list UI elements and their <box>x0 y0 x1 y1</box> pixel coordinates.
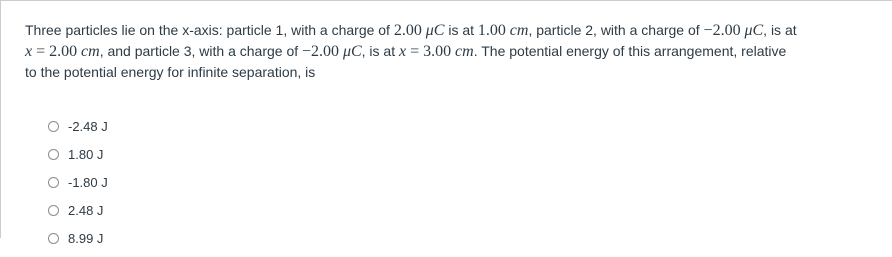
charge-1-value: 2.00 <box>393 22 422 39</box>
answer-option[interactable] <box>48 201 108 220</box>
answer-options <box>48 117 108 257</box>
radio-button[interactable] <box>48 205 59 216</box>
question-line-2 <box>25 41 887 62</box>
equals-sign: = <box>406 43 424 60</box>
position-3-value: 3.00 <box>423 43 452 60</box>
answer-option[interactable] <box>48 229 108 248</box>
position-2-unit: cm <box>81 43 100 60</box>
question-text-segment: , is at <box>361 43 400 59</box>
question-line-1 <box>25 20 887 41</box>
radio-button[interactable] <box>48 177 59 188</box>
answer-label[interactable]: -2.48 J <box>68 119 108 134</box>
position-1-unit: cm <box>509 22 529 39</box>
question-text-segment: , and particle 3, with a charge of <box>99 43 303 59</box>
radio-button[interactable] <box>48 149 59 160</box>
charge-2-unit: μC <box>744 22 764 39</box>
question-text-segment: , particle 2, with a charge of <box>528 22 704 38</box>
position-2-value: 2.00 <box>49 43 78 60</box>
position-3-unit: cm <box>455 43 474 60</box>
question-text-segment: . The potential energy of this arrangement, relative <box>473 43 787 59</box>
answer-option[interactable] <box>48 117 108 136</box>
answer-label[interactable]: 8.99 J <box>68 231 104 246</box>
question-text <box>25 20 887 82</box>
variable-x: x <box>399 43 407 60</box>
position-1-value: 1.00 <box>477 22 506 39</box>
radio-button[interactable] <box>48 121 59 132</box>
charge-1-unit: μC <box>425 22 445 39</box>
question-line-3: to the potential energy for infinite separation, is <box>25 64 316 80</box>
answer-label[interactable]: 2.48 J <box>68 203 104 218</box>
charge-2-value: −2.00 <box>703 22 741 39</box>
answer-option[interactable] <box>48 145 108 164</box>
answer-label[interactable]: 1.80 J <box>68 147 104 162</box>
question-text-segment: Three particles lie on the x-axis: particle 1, with a charge of <box>25 22 394 38</box>
question-text-segment: is at <box>444 22 478 38</box>
variable-x: x <box>25 43 33 60</box>
radio-button[interactable] <box>48 233 59 244</box>
question-text-segment: , is at <box>763 22 797 38</box>
charge-3-unit: μC <box>342 43 362 60</box>
answer-label[interactable]: -1.80 J <box>68 175 108 190</box>
equals-sign: = <box>32 43 50 60</box>
answer-option[interactable] <box>48 173 108 192</box>
charge-3-value: −2.00 <box>302 43 340 60</box>
